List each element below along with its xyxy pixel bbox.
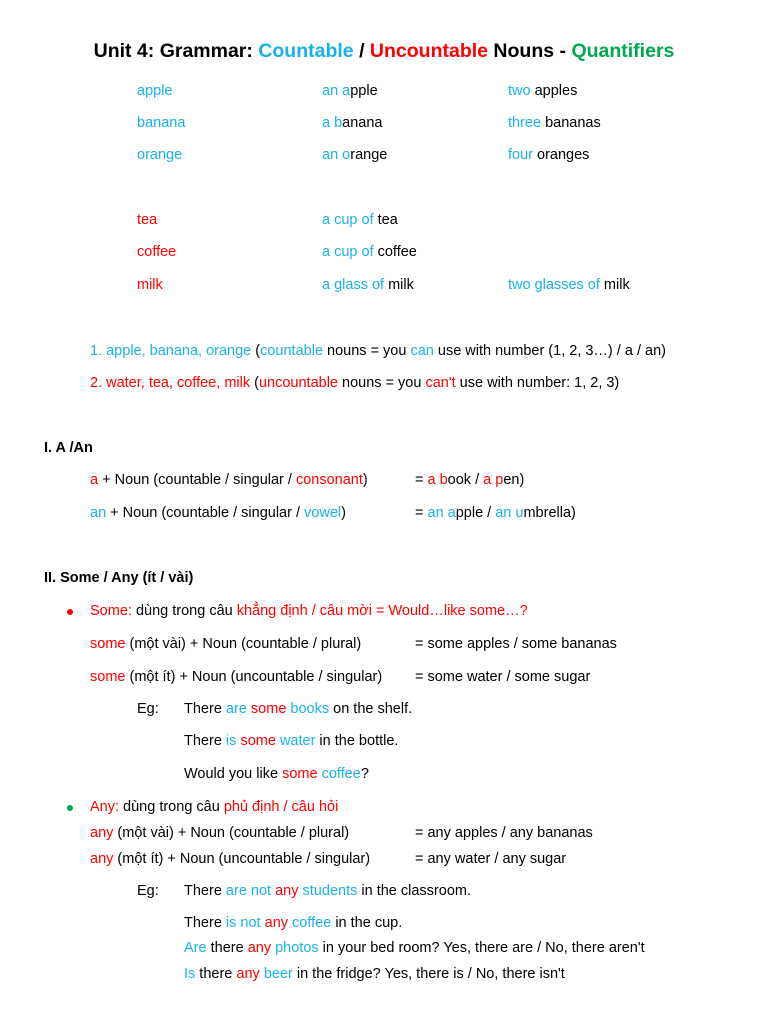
rule-text: mbrella) — [523, 505, 576, 521]
article-text: an o — [322, 147, 351, 163]
article-text: a cup of — [322, 244, 374, 260]
plural-text: two glasses of — [508, 277, 600, 293]
any-uncountable-left — [90, 851, 370, 867]
bullet-text: dùng trong câu — [131, 603, 237, 619]
example-text: photos — [275, 940, 319, 956]
any-countable-left — [90, 825, 349, 841]
noun-word: tea — [137, 212, 158, 228]
rule-text: any — [90, 825, 114, 841]
noun-word: milk — [137, 277, 163, 293]
rule-text: ) — [341, 505, 346, 521]
example-text: There — [184, 915, 226, 931]
example-text: there — [206, 940, 248, 956]
rule-text: vowel — [304, 505, 342, 521]
example-line — [184, 701, 412, 717]
rule-text: use with number: 1, 2, 3) — [455, 375, 620, 391]
bullet-text: phủ định / câu hỏi — [223, 799, 339, 815]
some-uncountable-left — [90, 669, 382, 685]
example-text: any — [236, 966, 260, 982]
eg-label: Eg: — [137, 701, 159, 717]
bullet-text: dùng trong câu — [119, 799, 224, 815]
article-text: pple — [350, 83, 378, 99]
rule-text: = some water / some sugar — [415, 669, 591, 685]
rule-text: an — [90, 505, 107, 521]
bullet-icon — [67, 609, 73, 615]
example-text: books — [290, 701, 330, 717]
rule-text: nouns = you — [323, 343, 411, 359]
article-text: range — [350, 147, 388, 163]
rule-a-left — [90, 472, 368, 488]
rule-text: nouns = you — [338, 375, 426, 391]
title-part: Quantifiers — [571, 40, 675, 62]
section-heading-a-an: I. A /An — [44, 440, 93, 456]
plural-text: milk — [599, 277, 630, 293]
rule-text: consonant — [295, 472, 363, 488]
any-countable-right — [415, 825, 593, 841]
rule-text: = — [415, 472, 428, 488]
rule-text: an a — [427, 505, 456, 521]
article-text: a glass of — [322, 277, 385, 293]
example-text: Are — [184, 940, 207, 956]
example-text: water — [279, 733, 316, 749]
some-countable-right — [415, 636, 617, 652]
example-text: in the classroom. — [357, 883, 471, 899]
title-part: Unit 4: Grammar: — [93, 40, 259, 62]
example-text: is not — [225, 915, 261, 931]
example-text: coffee — [292, 915, 332, 931]
rule-text: + Noun (countable / singular / — [98, 472, 296, 488]
article-cell — [322, 212, 398, 228]
rule-uncountable — [90, 375, 619, 391]
example-line — [184, 966, 565, 982]
example-line — [184, 766, 369, 782]
rule-text: a — [90, 472, 99, 488]
rule-text: pple / — [455, 505, 496, 521]
example-line — [184, 883, 471, 899]
example-text: Would you like — [184, 766, 283, 782]
rule-text: can't — [425, 375, 456, 391]
example-text: There — [184, 701, 226, 717]
any-uncountable-right — [415, 851, 566, 867]
rule-text: use with number (1, 2, 3…) / a / an) — [433, 343, 666, 359]
bullet-text: khẳng định / câu mời = Would…like some…? — [236, 603, 528, 619]
rule-text: (một vài) + Noun (countable / plural) — [113, 825, 350, 841]
article-text: a cup of — [322, 212, 374, 228]
plural-cell — [508, 115, 601, 131]
plural-text: bananas — [541, 115, 601, 131]
rule-text: (một vài) + Noun (countable / plural) — [125, 636, 362, 652]
rule-countable — [90, 343, 666, 359]
rule-text: countable — [260, 343, 323, 359]
rule-an-left — [90, 505, 346, 521]
example-text: some — [250, 701, 287, 717]
article-text: milk — [384, 277, 414, 293]
rule-text: uncountable — [258, 375, 338, 391]
example-text: beer — [263, 966, 293, 982]
title-part: Uncountable — [369, 40, 489, 62]
noun-word: orange — [137, 147, 183, 163]
rule-text: some — [90, 636, 126, 652]
example-text: coffee — [321, 766, 361, 782]
rule-text: = — [415, 505, 428, 521]
article-text: an a — [322, 83, 351, 99]
example-line — [184, 915, 402, 931]
example-text: some — [240, 733, 276, 749]
rule-text: some — [90, 669, 126, 685]
article-cell — [322, 115, 383, 131]
article-cell — [322, 244, 417, 260]
section-heading-some-any: II. Some / Any (ít / vài) — [44, 570, 194, 586]
example-text: there — [195, 966, 237, 982]
plural-cell — [508, 83, 577, 99]
any-bullet — [90, 799, 338, 815]
title-part: Countable — [258, 40, 354, 62]
bullet-icon — [67, 805, 73, 811]
bullet-text: Some: — [90, 603, 132, 619]
rule-text: (một ít) + Noun (uncountable / singular) — [125, 669, 383, 685]
example-text: is — [225, 733, 237, 749]
example-text: There — [184, 733, 226, 749]
rule-text: = any water / any sugar — [415, 851, 567, 867]
article-text: a b — [322, 115, 343, 131]
plural-text: apples — [530, 83, 578, 99]
rule-text: en) — [503, 472, 525, 488]
rule-text: (một ít) + Noun (uncountable / singular) — [113, 851, 371, 867]
example-text: Is — [184, 966, 196, 982]
example-text: in the fridge? Yes, there is / No, there isn't — [292, 966, 565, 982]
noun-word: apple — [137, 83, 173, 99]
rule-text: ook / — [447, 472, 484, 488]
example-text: in the cup. — [331, 915, 403, 931]
noun-cell — [137, 212, 157, 228]
plural-cell — [508, 277, 630, 293]
some-countable-left — [90, 636, 361, 652]
rule-text: ) — [362, 472, 368, 488]
rule-a-right — [415, 472, 524, 488]
noun-cell — [137, 147, 182, 163]
article-cell — [322, 83, 378, 99]
example-text: any — [264, 915, 289, 931]
plural-cell — [508, 147, 589, 163]
noun-cell — [137, 115, 185, 131]
example-text: any — [247, 940, 272, 956]
rule-text: 2. water, tea, coffee, milk — [90, 375, 251, 391]
rule-text: any — [90, 851, 114, 867]
plural-text: oranges — [533, 147, 590, 163]
example-line — [184, 940, 645, 956]
article-cell — [322, 277, 414, 293]
eg-label: Eg: — [137, 883, 159, 899]
page-title — [0, 40, 768, 63]
example-text: are — [225, 701, 247, 717]
noun-cell — [137, 277, 163, 293]
rule-text: ( — [251, 343, 261, 359]
rule-text: a p — [483, 472, 504, 488]
noun-cell — [137, 244, 176, 260]
rule-an-right — [415, 505, 576, 521]
article-text: anana — [342, 115, 383, 131]
example-text: There — [184, 883, 226, 899]
example-line — [184, 733, 398, 749]
noun-word: banana — [137, 115, 186, 131]
title-part: Nouns - — [488, 40, 572, 62]
rule-text: ( — [250, 375, 259, 391]
plural-text: four — [508, 147, 533, 163]
rule-text: an u — [495, 505, 524, 521]
example-text: ? — [360, 766, 369, 782]
article-text: tea — [373, 212, 398, 228]
rule-text: can — [410, 343, 434, 359]
noun-word: coffee — [137, 244, 177, 260]
plural-text: three — [508, 115, 542, 131]
rule-text: 1. apple, banana, orange — [90, 343, 252, 359]
rule-text: + Noun (countable / singular / — [106, 505, 305, 521]
title-part: / — [353, 40, 370, 62]
example-text: any — [275, 883, 299, 899]
plural-text: two — [508, 83, 531, 99]
example-text: are not — [225, 883, 272, 899]
some-bullet — [90, 603, 528, 619]
example-text: in your bed room? Yes, there are / No, there aren't — [318, 940, 645, 956]
some-uncountable-right — [415, 669, 590, 685]
example-text: students — [302, 883, 358, 899]
article-cell — [322, 147, 387, 163]
rule-text: a b — [427, 472, 448, 488]
example-text: in the bottle. — [315, 733, 399, 749]
noun-cell — [137, 83, 172, 99]
example-text: some — [282, 766, 318, 782]
rule-text: = any apples / any bananas — [415, 825, 593, 841]
example-text: on the shelf. — [329, 701, 413, 717]
bullet-text: Any: — [90, 799, 120, 815]
rule-text: = some apples / some bananas — [415, 636, 617, 652]
article-text: coffee — [373, 244, 417, 260]
